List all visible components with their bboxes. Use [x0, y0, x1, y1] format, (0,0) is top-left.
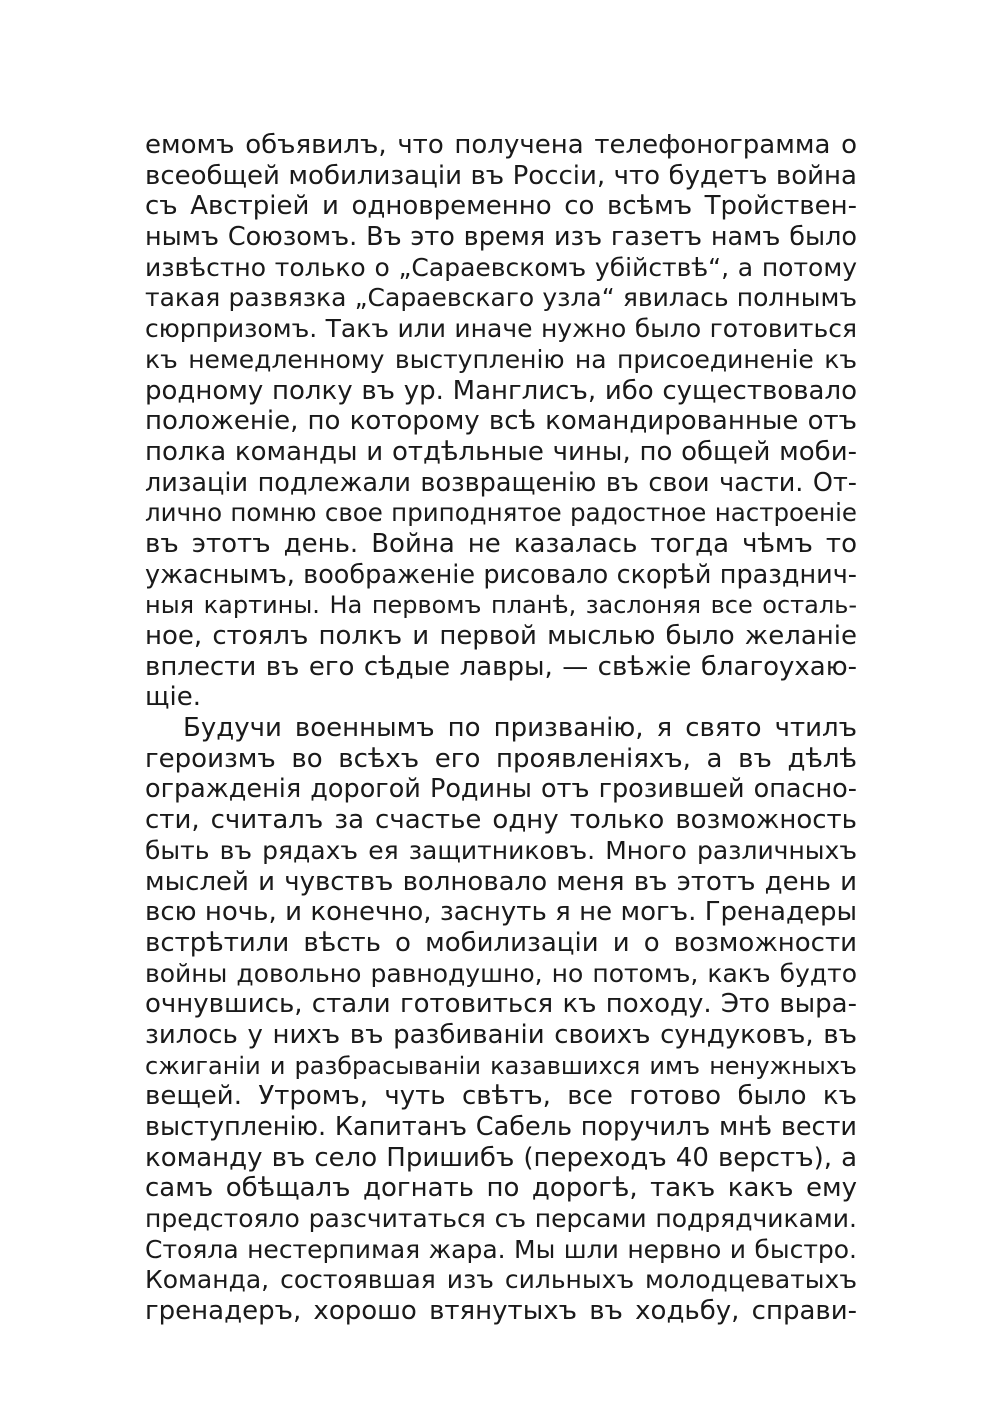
text-line: ное, стоялъ полкъ и первой мыслью было желаніе — [145, 621, 857, 651]
text-line: огражденія дорогой Родины отъ грозившей опасно- — [145, 774, 857, 805]
text-line: очнувшись, стали готовиться къ походу. Это выра- — [145, 989, 857, 1020]
text-line: такая развязка „Сараевскаго узла“ явилась полнымъ — [145, 283, 857, 313]
text-line: встрѣтили вѣсть о мобилизаціи и о возможности — [145, 927, 857, 958]
text-line: сюрпризомъ. Такъ или иначе нужно было готовиться — [145, 314, 857, 344]
text-line: выступленію. Капитанъ Сабель поручилъ мнѣ вести — [145, 1112, 857, 1142]
text-line: лично помню свое приподнятое радостное настроеніе — [145, 498, 857, 528]
text-line: Будучи военнымъ по призванію, я свято чтилъ — [183, 713, 857, 744]
text-line: сти, считалъ за счастье одну только возможность — [145, 805, 857, 836]
text-line: ужаснымъ, воображеніе рисовало скорѣй празднич- — [145, 559, 857, 590]
text-line: героизмъ во всѣхъ его проявленіяхъ, а въ дѣлѣ — [145, 743, 857, 774]
text-line: Команда, состоявшая изъ сильныхъ молодцеватыхъ — [145, 1265, 857, 1295]
text-line: самъ обѣщалъ догнать по дорогѣ, такъ какъ ему — [145, 1173, 857, 1204]
text-line: положеніе, по которому всѣ командированные отъ — [145, 406, 857, 437]
text-line: мыслей и чувствъ волновало меня въ этотъ день и — [145, 866, 857, 897]
text-line: всеобщей мобилизаціи въ Россіи, что будетъ война — [145, 160, 857, 191]
text-line: гренадеръ, хорошо втянутыхъ въ ходьбу, справи- — [145, 1296, 857, 1327]
text-line: Стояла нестерпимая жара. Мы шли нервно и быстро. — [145, 1234, 857, 1264]
text-line: съ Австріей и одновременно со всѣмъ Тройствен- — [145, 191, 857, 222]
text-line: зилось у нихъ въ разбиваніи своихъ сундуковъ, въ — [145, 1019, 857, 1050]
text-line: лизаціи подлежали возвращенію въ свои части. От- — [145, 467, 857, 498]
text-line: команду въ село Пришибъ (переходъ 40 верстъ), а — [145, 1142, 857, 1173]
text-line: въ этотъ день. Война не казалась тогда чѣмъ то — [145, 528, 857, 559]
text-line: полка команды и отдѣльные чины, по общей моби- — [145, 436, 857, 467]
text-line: всю ночь, и конечно, заснуть я не могъ. Гренадеры — [145, 897, 857, 928]
text-line: емомъ объявилъ, что получена телефонограмма о — [145, 130, 857, 160]
text-line: нымъ Союзомъ. Въ это время изъ газетъ намъ было — [145, 222, 857, 253]
text-line: вплести въ его сѣдые лавры, — свѣжіе благоухаю- — [145, 651, 857, 682]
text-line: щіе. — [145, 682, 201, 713]
text-line: быть въ рядахъ ея защитниковъ. Много различныхъ — [145, 835, 857, 865]
text-line: ныя картины. На первомъ планѣ, заслоняя все осталь- — [145, 591, 857, 620]
text-line: родному полку въ ур. Манглисъ, ибо существовало — [145, 375, 857, 406]
text-line: сжиганіи и разбрасываніи казавшихся имъ ненужныхъ — [145, 1051, 857, 1080]
text-line: къ немедленному выступленію на присоединеніе къ — [145, 344, 857, 374]
text-line: извѣстно только о „Сараевскомъ убійствѣ“, а потому — [145, 252, 857, 282]
text-line: войны довольно равнодушно, но потомъ, какъ будто — [145, 958, 857, 988]
text-line: вещей. Утромъ, чуть свѣтъ, все готово было къ — [145, 1081, 857, 1112]
text-line: предстояло разсчитаться съ персами подрядчиками. — [145, 1204, 857, 1234]
page-text — [145, 130, 857, 1327]
